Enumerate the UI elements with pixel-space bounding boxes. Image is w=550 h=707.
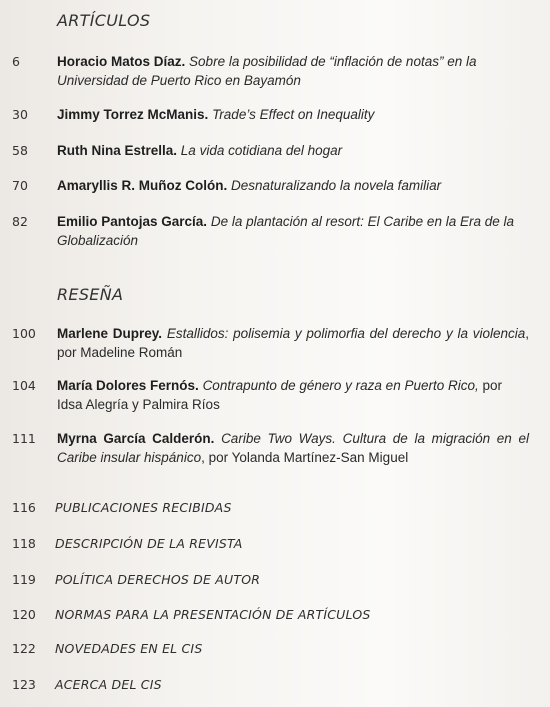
author: Ruth Nina Estrella. <box>57 143 178 158</box>
appendix-label: PUBLICACIONES RECIBIDAS <box>55 500 232 515</box>
title: Sobre la posibilidad de “inflación de notas” en la Universidad de Puerto Rico en Bayamón <box>57 54 477 88</box>
page-number: 116 <box>12 500 36 515</box>
reviewer: , por Madeline Román <box>57 326 529 360</box>
section-heading-resena: RESEÑA <box>57 285 124 304</box>
reviewer: , por Yolanda Martínez-San Miguel <box>201 450 409 465</box>
section-heading-articulos: ARTÍCULOS <box>57 11 151 30</box>
appendix-label: ACERCA DEL CIS <box>55 677 162 692</box>
author: Myrna García Calderón. <box>57 431 215 446</box>
page-number: 100 <box>12 326 36 341</box>
appendix-label: NORMAS PARA LA PRESENTACIÓN DE ARTÍCULOS <box>55 607 371 622</box>
page-number: 122 <box>12 641 36 656</box>
title: Estallidos: polisemia y polimorfia del derecho y la violencia <box>166 326 526 341</box>
author: Emilio Pantojas García. <box>57 214 208 229</box>
page-number: 104 <box>12 378 36 393</box>
appendix-label: NOVEDADES EN EL CIS <box>55 641 203 656</box>
title: Contrapunto de género y raza en Puerto Rico, <box>202 378 479 393</box>
page-number: 58 <box>12 143 28 158</box>
page-number: 70 <box>12 178 28 193</box>
page-number: 82 <box>12 214 28 229</box>
page-number: 123 <box>12 677 36 692</box>
author: Marlene Duprey. <box>57 326 163 341</box>
author: Horacio Matos Díaz. <box>57 54 186 69</box>
page-number: 119 <box>12 572 36 587</box>
reviewer: por Idsa Alegría y Palmira Ríos <box>57 378 502 412</box>
appendix-label: DESCRIPCIÓN DE LA REVISTA <box>55 536 243 551</box>
title: Desnaturalizando la novela familiar <box>231 178 442 193</box>
page-number: 111 <box>12 431 36 446</box>
page-number: 6 <box>12 54 20 69</box>
page-number: 120 <box>12 607 36 622</box>
author: Amaryllis R. Muñoz Colón. <box>57 178 228 193</box>
page-number: 118 <box>12 536 36 551</box>
author: Jimmy Torrez McManis. <box>57 107 209 122</box>
title: La vida cotidiana del hogar <box>180 143 343 158</box>
appendix-label: POLÍTICA DERECHOS DE AUTOR <box>55 572 261 587</box>
author: María Dolores Fernós. <box>57 378 199 393</box>
title: Caribe Two Ways. Cultura de la migración en el Caribe insular hispánico <box>57 431 529 465</box>
title: De la plantación al resort: El Caribe en la Era de la Globalización <box>57 214 514 248</box>
title: Trade’s Effect on Inequality <box>212 107 375 122</box>
page-number: 30 <box>12 107 28 122</box>
